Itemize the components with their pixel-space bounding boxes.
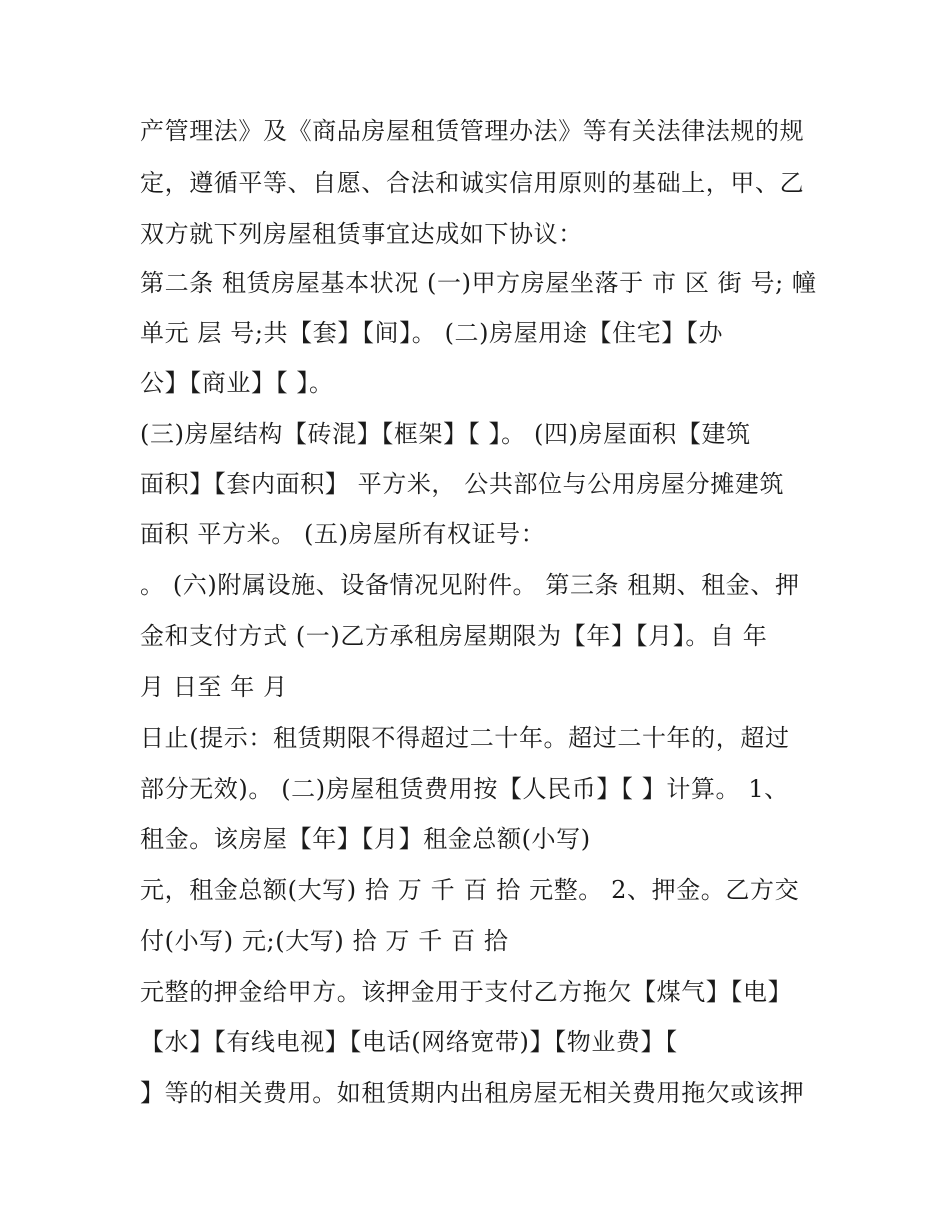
- text-line-8: 面积】【套内面积】 平方米， 公共部位与公用房屋分摊建筑: [140, 470, 785, 498]
- text-line-5: 单元 层 号;共【套】【间】。 (二)房屋用途【住宅】【办: [140, 319, 724, 347]
- text-line-9: 面积 平方米。 (五)房屋所有权证号：: [140, 520, 546, 548]
- text-line-16: 元，租金总额(大写) 拾 万 千 百 拾 元整。 2、押金。乙方交: [140, 876, 800, 904]
- text-line-10: 。 (六)附属设施、设备情况见附件。 第三条 租期、租金、押: [140, 571, 800, 599]
- text-line-4: 第二条 租赁房屋基本状况 (一)甲方房屋坐落于 市 区 街 号; 幢: [140, 269, 817, 297]
- text-line-13: 日止(提示：租赁期限不得超过二十年。超过二十年的，超过: [140, 724, 790, 752]
- text-line-18: 元整的押金给甲方。该押金用于支付乙方拖欠【煤气】【电】: [140, 978, 793, 1006]
- text-line-1: 产管理法》及《商品房屋租赁管理办法》等有关法律法规的规: [140, 117, 805, 145]
- text-line-6: 公】【商业】【 】。: [140, 369, 334, 397]
- text-line-14: 部分无效)。 (二)房屋租赁费用按【人民币】【 】计算。 1、: [140, 775, 789, 803]
- text-line-20: 】等的相关费用。如租赁期内出租房屋无相关费用拖欠或该押: [140, 1079, 805, 1107]
- text-line-12: 月 日至 年 月: [140, 673, 288, 701]
- text-line-17: 付(小写) 元;(大写) 拾 万 千 百 拾: [140, 927, 509, 955]
- text-line-2: 定，遵循平等、自愿、合法和诚实信用原则的基础上，甲、乙: [140, 169, 805, 197]
- text-line-7: (三)房屋结构【砖混】【框架】【 】。 (四)房屋面积【建筑: [140, 420, 751, 448]
- text-line-3: 双方就下列房屋租赁事宜达成如下协议：: [140, 220, 583, 248]
- text-line-19: 【水】【有线电视】【电话(网络宽带)】【物业费】【: [140, 1028, 678, 1056]
- text-line-15: 租金。该房屋【年】【月】租金总额(小写): [140, 825, 591, 853]
- text-line-11: 金和支付方式 (一)乙方承租房屋期限为【年】【月】。自 年: [140, 622, 768, 650]
